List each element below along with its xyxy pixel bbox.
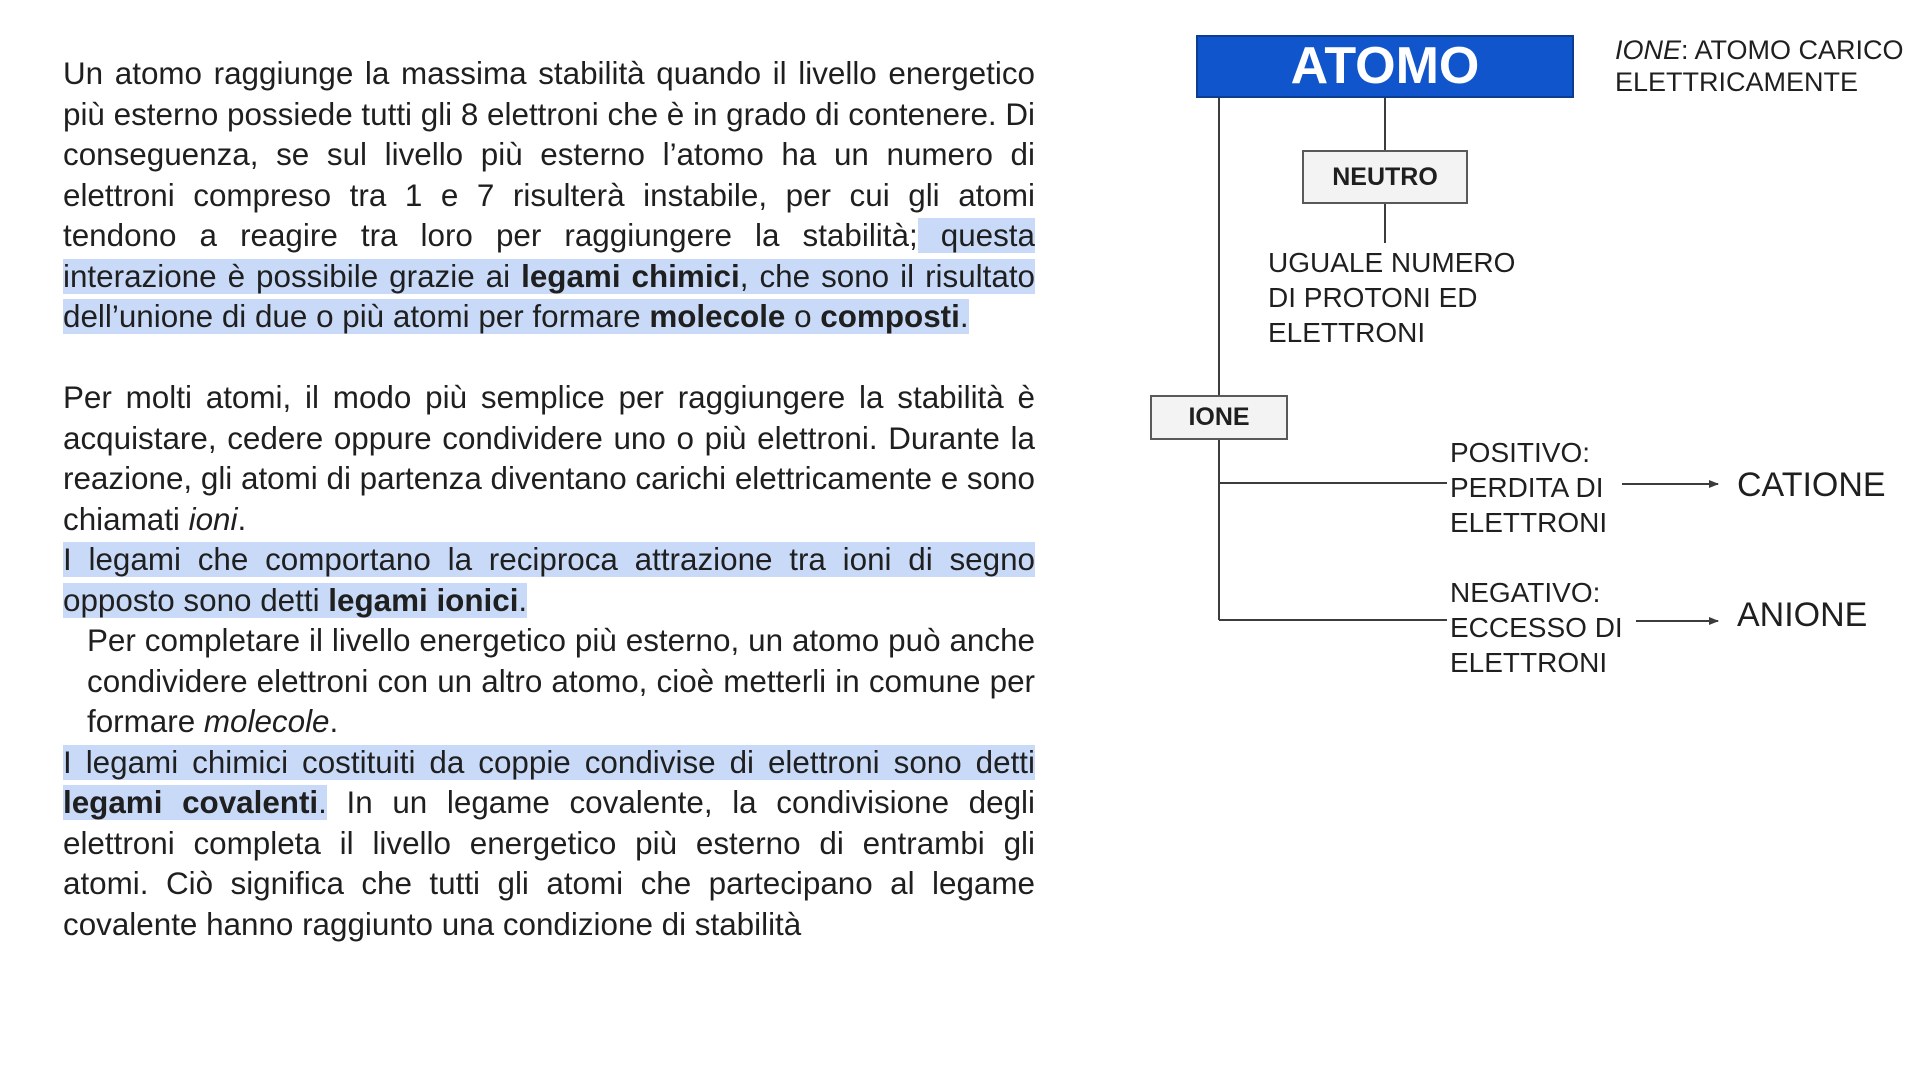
p1-hl-text-c: , che sono il risultato dell’unione di due o più atomi per formare: [63, 258, 1035, 334]
p3-highlight: [63, 542, 1035, 618]
positivo-desc-line: POSITIVO:: [1450, 437, 1591, 468]
term-legami-ionici: legami ionici: [328, 582, 519, 618]
ione-definition: [1615, 34, 1904, 98]
p4-text-end: .: [329, 704, 339, 739]
term-legami-covalenti: legami covalenti: [63, 785, 319, 820]
ione-box: IONE: [1150, 395, 1288, 440]
term-molecole: molecole: [649, 299, 786, 334]
paragraph-ioni: [63, 378, 1035, 540]
catione-label: CATIONE: [1737, 466, 1886, 504]
p5-text: In un legame covalente, la condivisione degli elettroni completa il livello energetico più esterno di entrambi gli atomi. Ciò significa che tutti gli atomi che partecipano al legame covalente hanno raggiunto una condizione di stabilità: [63, 785, 1035, 942]
paragraph-legami-covalenti: [63, 743, 1035, 946]
p1-text: Un atomo raggiunge la massima stabilità quando il livello energetico più esterno possiede tutti gli 8 elettroni che è in grado di contenere. Di conseguenza, se sul livello più esterno l’atomo ha un numero di elettroni compreso tra 1 e 7 risulterà instabile, per cui gli atomi tendono a reagire tra loro per raggiungere la stabilità;: [63, 56, 1035, 253]
p5-hl-text-end: .: [318, 785, 327, 820]
anione-label: ANIONE: [1737, 596, 1868, 634]
paragraph-gap: [63, 338, 1035, 379]
neutro-desc-line: UGUALE NUMERO: [1268, 247, 1516, 278]
neutro-description: [1268, 245, 1515, 350]
p3-text: I legami che comportano la reciproca attrazione tra ioni di segno opposto sono detti: [63, 542, 1035, 618]
p1-hl-text-a: questa interazione è possibile grazie ai: [63, 218, 1035, 294]
term-molecole-italic: molecole: [203, 704, 330, 739]
positivo-desc-line: ELETTRONI: [1450, 507, 1608, 538]
neutro-desc-line: DI PROTONI ED: [1268, 282, 1478, 313]
p3-text-end: .: [518, 582, 528, 618]
paragraph-stability: [63, 54, 1035, 338]
p2-text: Per molti atomi, il modo più semplice per raggiungere la stabilità è acquistare, cedere oppure condividere uno o più elettroni. Durante la reazione, gli atomi di partenza diventano carichi elettricamente e sono chiamati: [63, 380, 1035, 537]
negativo-desc-line: ELETTRONI: [1450, 647, 1608, 678]
positivo-description: [1450, 435, 1607, 540]
neutro-box: NEUTRO: [1302, 150, 1468, 204]
p1-hl-text-e: .: [959, 299, 969, 334]
term-ioni: ioni: [188, 501, 238, 537]
paragraph-condividere: [63, 621, 1035, 743]
ione-definition-term: IONE: [1615, 35, 1682, 65]
ione-definition-text: : ATOMO CARICO: [1681, 35, 1904, 65]
positivo-desc-line: PERDITA DI: [1450, 472, 1604, 503]
p2-text-end: .: [237, 501, 247, 537]
body-text: [63, 54, 1035, 945]
p4-text: Per completare il livello energetico più esterno, un atomo può anche condividere elettroni con un altro atomo, cioè metterli in comune per formare: [87, 623, 1035, 739]
ione-definition-line2: ELETTRICAMENTE: [1615, 67, 1859, 97]
atomo-box: ATOMO: [1196, 35, 1574, 98]
term-legami-chimici: legami chimici: [521, 258, 740, 294]
neutro-desc-line: ELETTRONI: [1268, 317, 1426, 348]
term-composti: composti: [820, 299, 960, 334]
negativo-description: [1450, 575, 1623, 680]
negativo-desc-line: NEGATIVO:: [1450, 577, 1601, 608]
ione-definition-line1: [1615, 34, 1904, 66]
paragraph-legami-ionici: [63, 540, 1035, 621]
negativo-desc-line: ECCESSO DI: [1450, 612, 1623, 643]
p1-hl-text-d: o: [785, 299, 821, 334]
p5-hl-text: I legami chimici costituiti da coppie condivise di elettroni sono detti: [63, 744, 1035, 780]
